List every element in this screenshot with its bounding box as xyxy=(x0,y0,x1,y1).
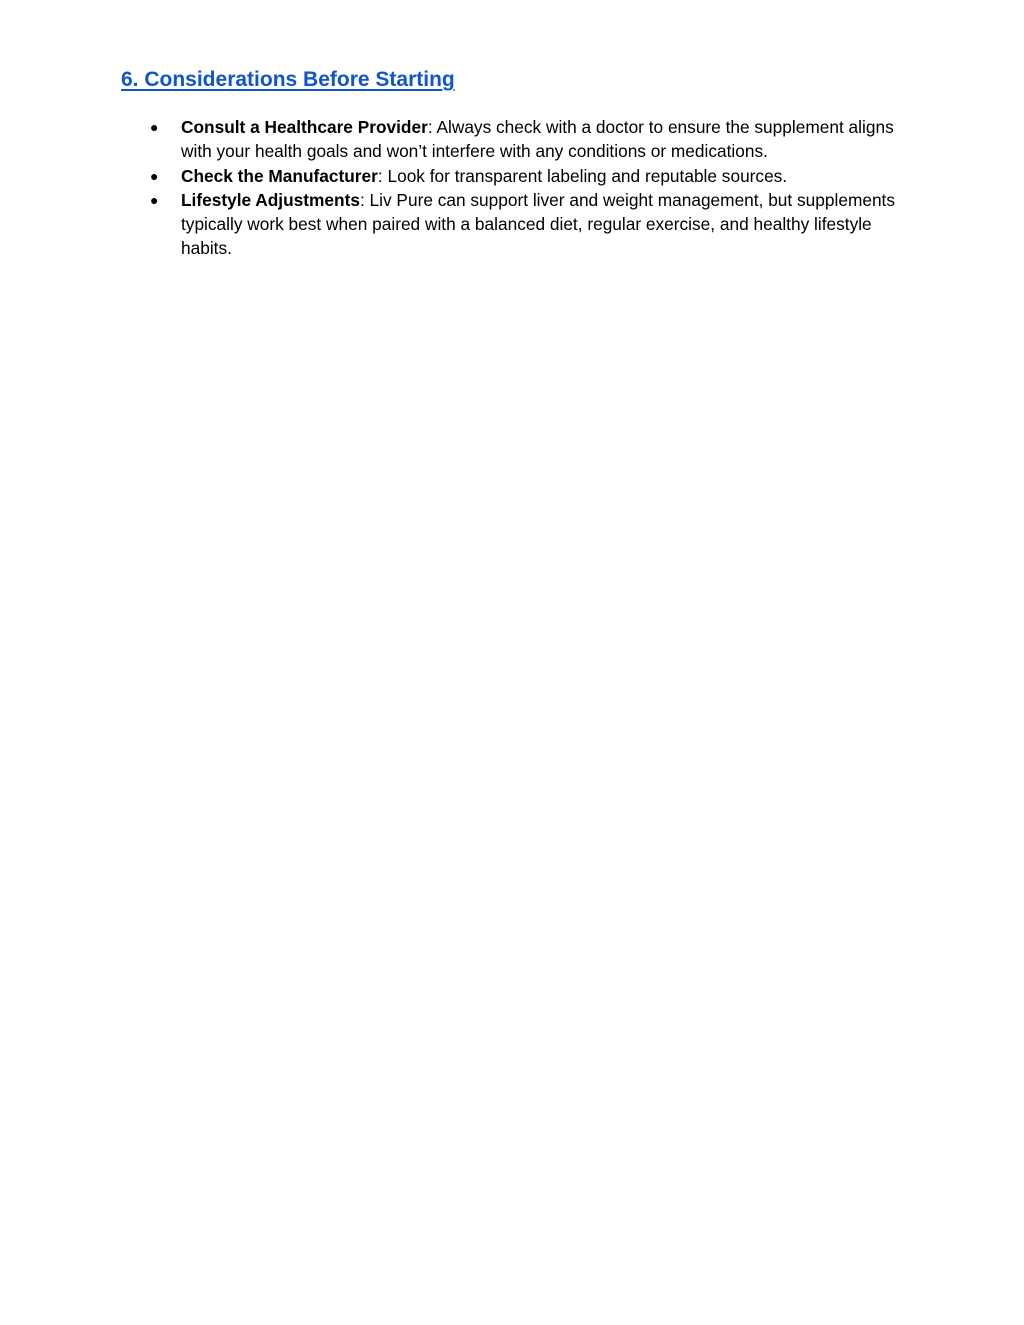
section-heading[interactable]: 6. Considerations Before Starting xyxy=(121,68,455,91)
list-item xyxy=(0,188,901,261)
list-item xyxy=(0,164,901,188)
bullet-icon: ● xyxy=(150,167,159,184)
bullet-icon: ● xyxy=(150,191,159,208)
list-item-term: Lifestyle Adjustments xyxy=(181,189,360,210)
considerations-list xyxy=(0,115,1024,261)
list-item-term: Consult a Healthcare Provider xyxy=(181,117,428,137)
bullet-icon: ● xyxy=(150,119,159,135)
list-item-text: : Look for transparent labeling and reputable sources. xyxy=(377,165,788,186)
list-item-term: Check the Manufacturer xyxy=(181,165,378,186)
list-item-text: : Liv Pure can support liver and weight management, but supplements typically work best when paired with a balanced diet, regular exercise, and healthy lifestyle habits. xyxy=(181,189,895,259)
list-item xyxy=(0,115,901,164)
list-item-text: : Always check with a doctor to ensure the supplement aligns with your health goals and won’t interfere with any conditions or medications. xyxy=(181,117,894,162)
